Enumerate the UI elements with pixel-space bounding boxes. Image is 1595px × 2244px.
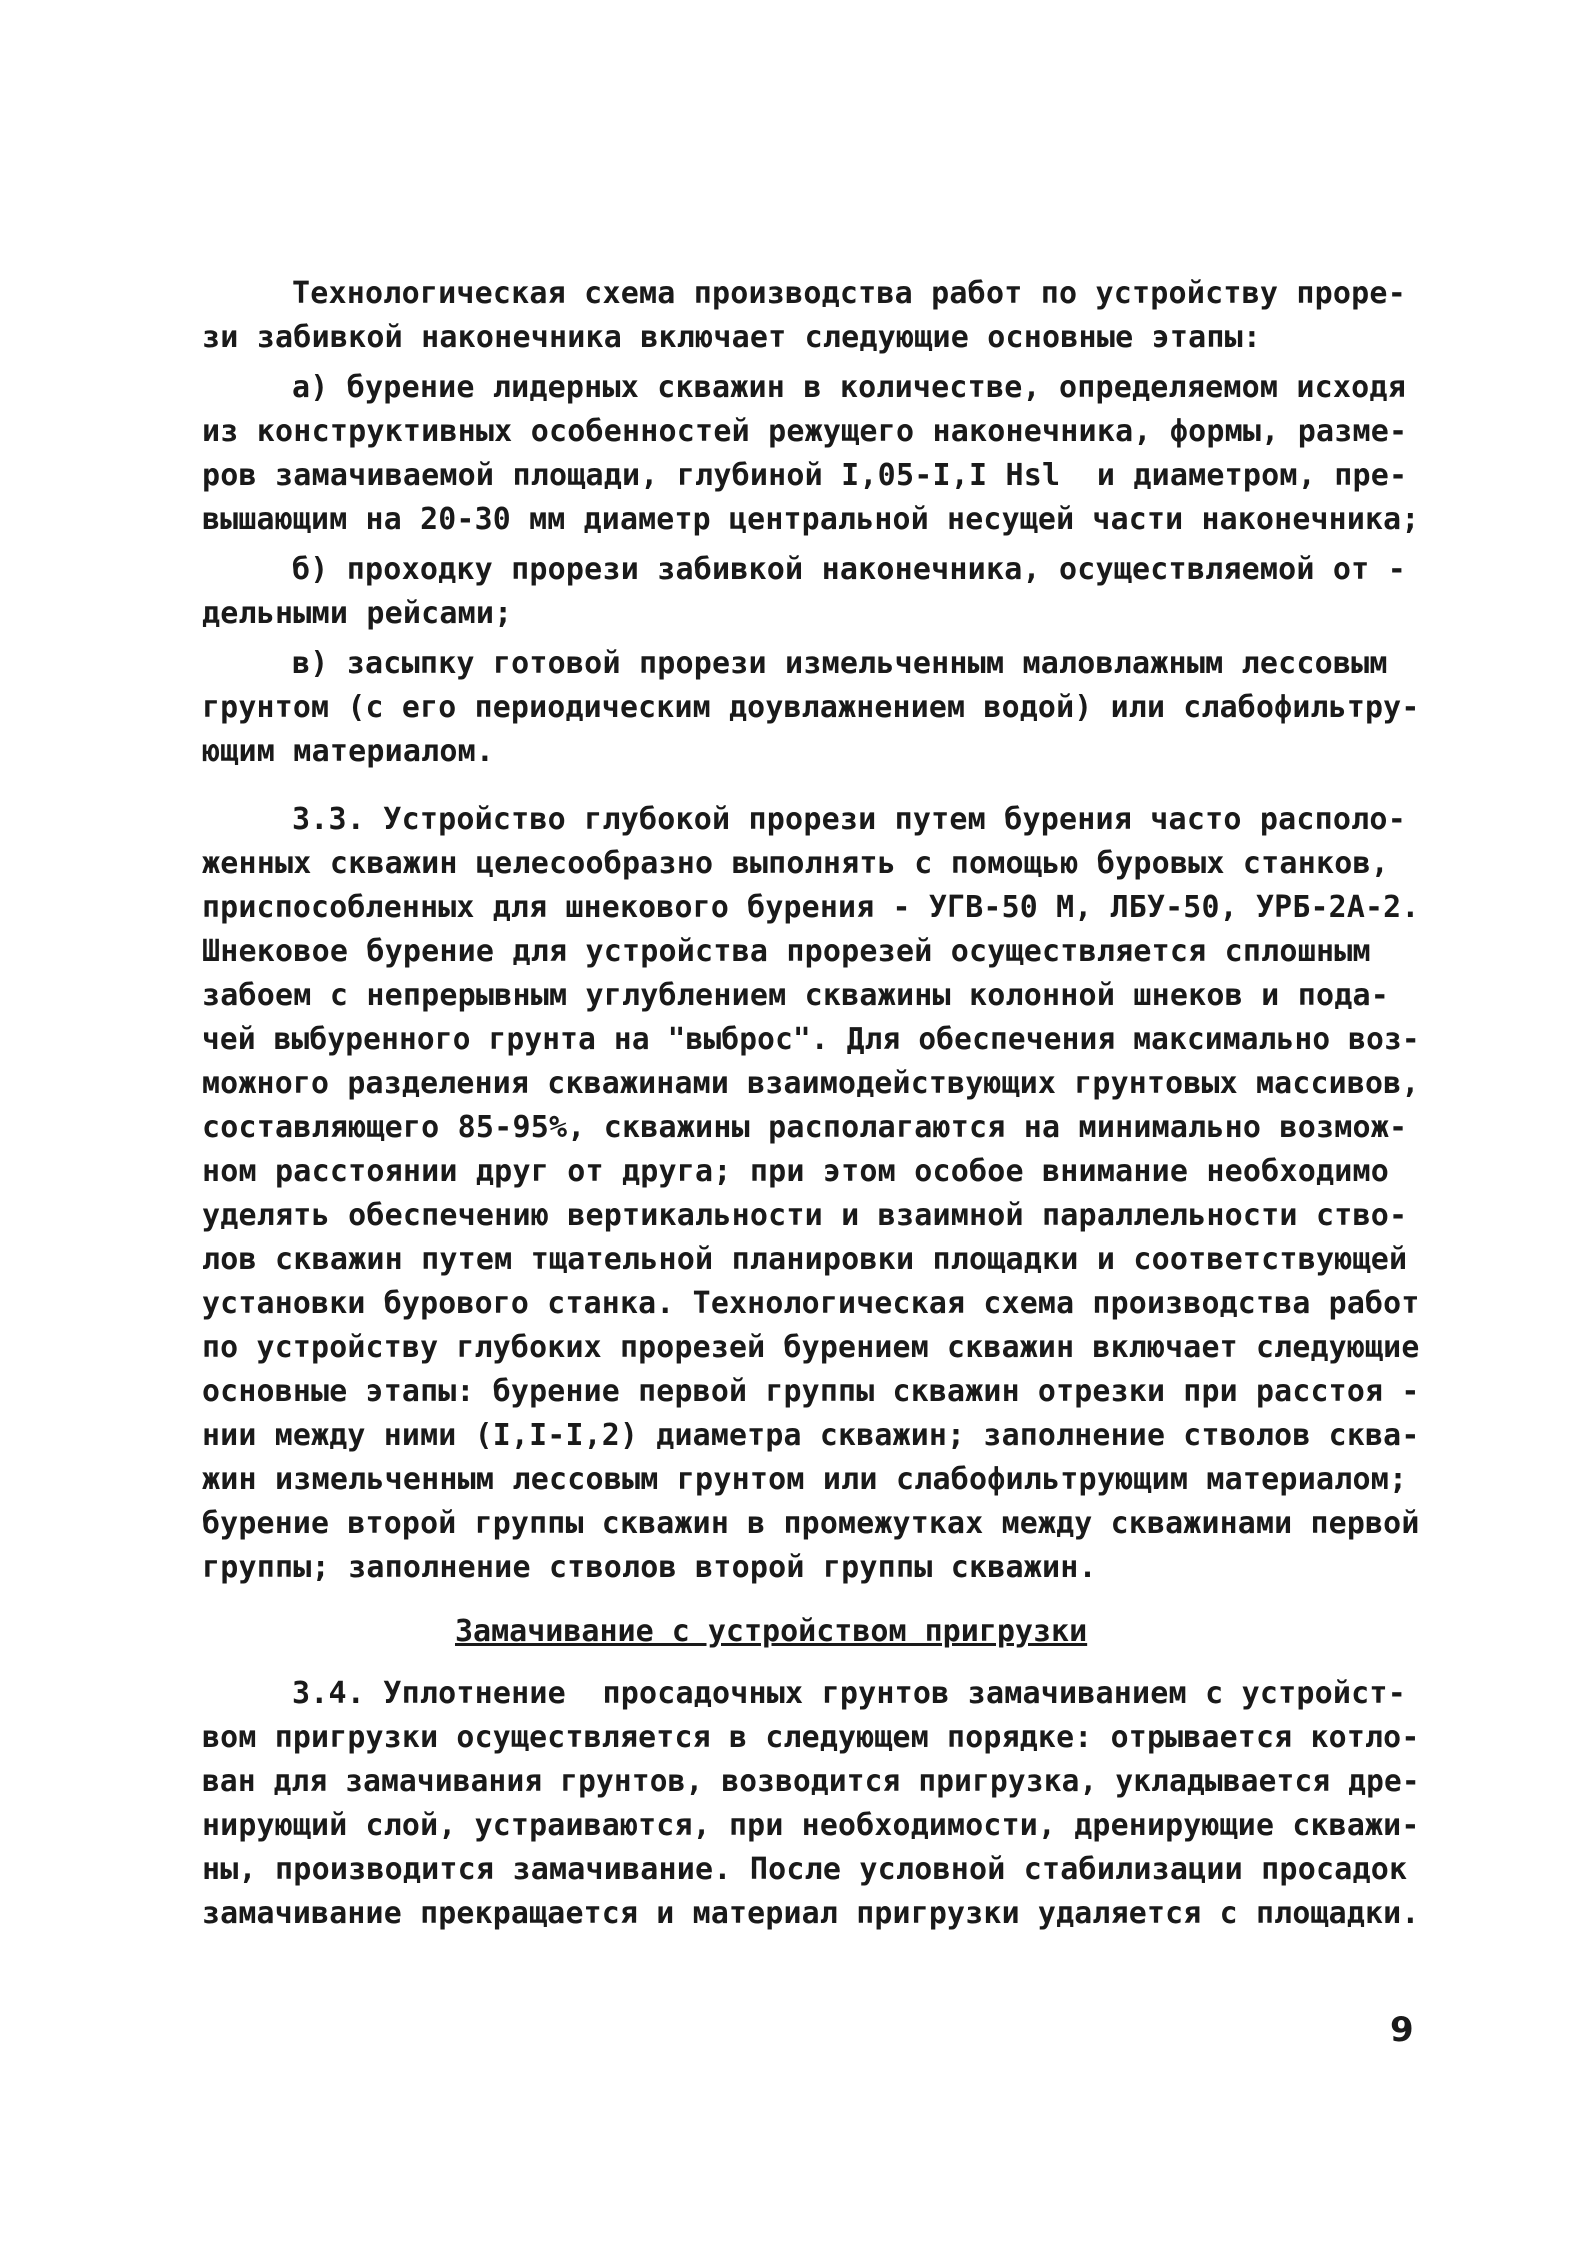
para-3-4-line: вом пригрузки осуществляется в следующем порядке: отрывается котло- bbox=[202, 1720, 1420, 1755]
para-3-3-line: нии между ними (I,I-I,2) диаметра скважин; заполнение стволов сква- bbox=[202, 1418, 1420, 1453]
para-3-3-line: уделять обеспечению вертикальности и взаимной параллельности ство- bbox=[202, 1198, 1408, 1233]
para-3-3-line: ном расстоянии друг от друга; при этом особое внимание необходимо bbox=[202, 1154, 1389, 1189]
para-3-4-line: ны, производится замачивание. После условной стабилизации просадок bbox=[202, 1852, 1408, 1887]
para1-line: Технологическая схема производства работ по устройству проре- bbox=[292, 276, 1406, 311]
item-a-line: а) бурение лидерных скважин в количестве, определяемом исходя bbox=[292, 370, 1406, 405]
para-3-3-line: жин измельченным лессовым грунтом или слабофильтрующим материалом; bbox=[202, 1462, 1408, 1497]
para-3-3-line: по устройству глубоких прорезей бурением скважин включает следующие bbox=[202, 1330, 1420, 1365]
item-c-line: в) засыпку готовой прорези измельченным маловлажным лессовым bbox=[292, 646, 1388, 681]
para-3-3-line: забоем с непрерывным углублением скважины колонной шнеков и пода- bbox=[202, 978, 1389, 1013]
item-a-line: ров замачиваемой площади, глубиной I,05-I,I Hsl и диаметром, пре- bbox=[202, 458, 1408, 493]
page-number: 9 bbox=[1390, 2010, 1414, 2050]
para-3-4-line: 3.4. Уплотнение просадочных грунтов замачиванием с устройст- bbox=[292, 1676, 1406, 1711]
item-c-line: грунтом (с его периодическим доувлажнением водой) или слабофильтру- bbox=[202, 690, 1420, 725]
para-3-3-line: Шнековое бурение для устройства прорезей осуществляется сплошным bbox=[202, 934, 1371, 969]
para-3-3-line: чей выбуренного грунта на "выброс". Для обеспечения максимально воз- bbox=[202, 1022, 1420, 1057]
para-3-3-line: можного разделения скважинами взаимодействующих грунтовых массивов, bbox=[202, 1066, 1420, 1101]
para-3-4-line: нирующий слой, устраиваются, при необходимости, дренирующие скважи- bbox=[202, 1808, 1420, 1843]
para-3-3-line: 3.3. Устройство глубокой прорези путем бурения часто располо- bbox=[292, 802, 1406, 837]
para-3-3-line: основные этапы: бурение первой группы скважин отрезки при расстоя - bbox=[202, 1374, 1420, 1409]
para-3-4-line: ван для замачивания грунтов, возводится пригрузка, укладывается дре- bbox=[202, 1764, 1420, 1799]
para-3-3-line: установки бурового станка. Технологическая схема производства работ bbox=[202, 1286, 1420, 1321]
item-c-line: ющим материалом. bbox=[202, 734, 495, 769]
para1-line: зи забивкой наконечника включает следующие основные этапы: bbox=[202, 320, 1262, 355]
para-3-3-line: группы; заполнение стволов второй группы скважин. bbox=[202, 1550, 1097, 1585]
para-3-3-line: лов скважин путем тщательной планировки площадки и соответствующей bbox=[202, 1242, 1408, 1277]
para-3-3-line: женных скважин целесообразно выполнять с помощью буровых станков, bbox=[202, 846, 1389, 881]
para-3-4-line: замачивание прекращается и материал пригрузки удаляется с площадки. bbox=[202, 1896, 1420, 1931]
item-b-line: дельными рейсами; bbox=[202, 596, 513, 631]
para-3-3-line: бурение второй группы скважин в промежутках между скважинами первой bbox=[202, 1506, 1420, 1541]
item-b-line: б) проходку прорези забивкой наконечника, осуществляемой от - bbox=[292, 552, 1406, 587]
section-heading: Замачивание с устройством пригрузки bbox=[455, 1614, 1088, 1649]
para-3-3-line: приспособленных для шнекового бурения - УГВ-50 М, ЛБУ-50, УРБ-2А-2. bbox=[202, 890, 1420, 925]
item-a-line: вышающим на 20-30 мм диаметр центральной несущей части наконечника; bbox=[202, 502, 1420, 537]
para-3-3-line: составляющего 85-95%, скважины располагаются на минимально возмож- bbox=[202, 1110, 1408, 1145]
item-a-line: из конструктивных особенностей режущего наконечника, формы, разме- bbox=[202, 414, 1408, 449]
